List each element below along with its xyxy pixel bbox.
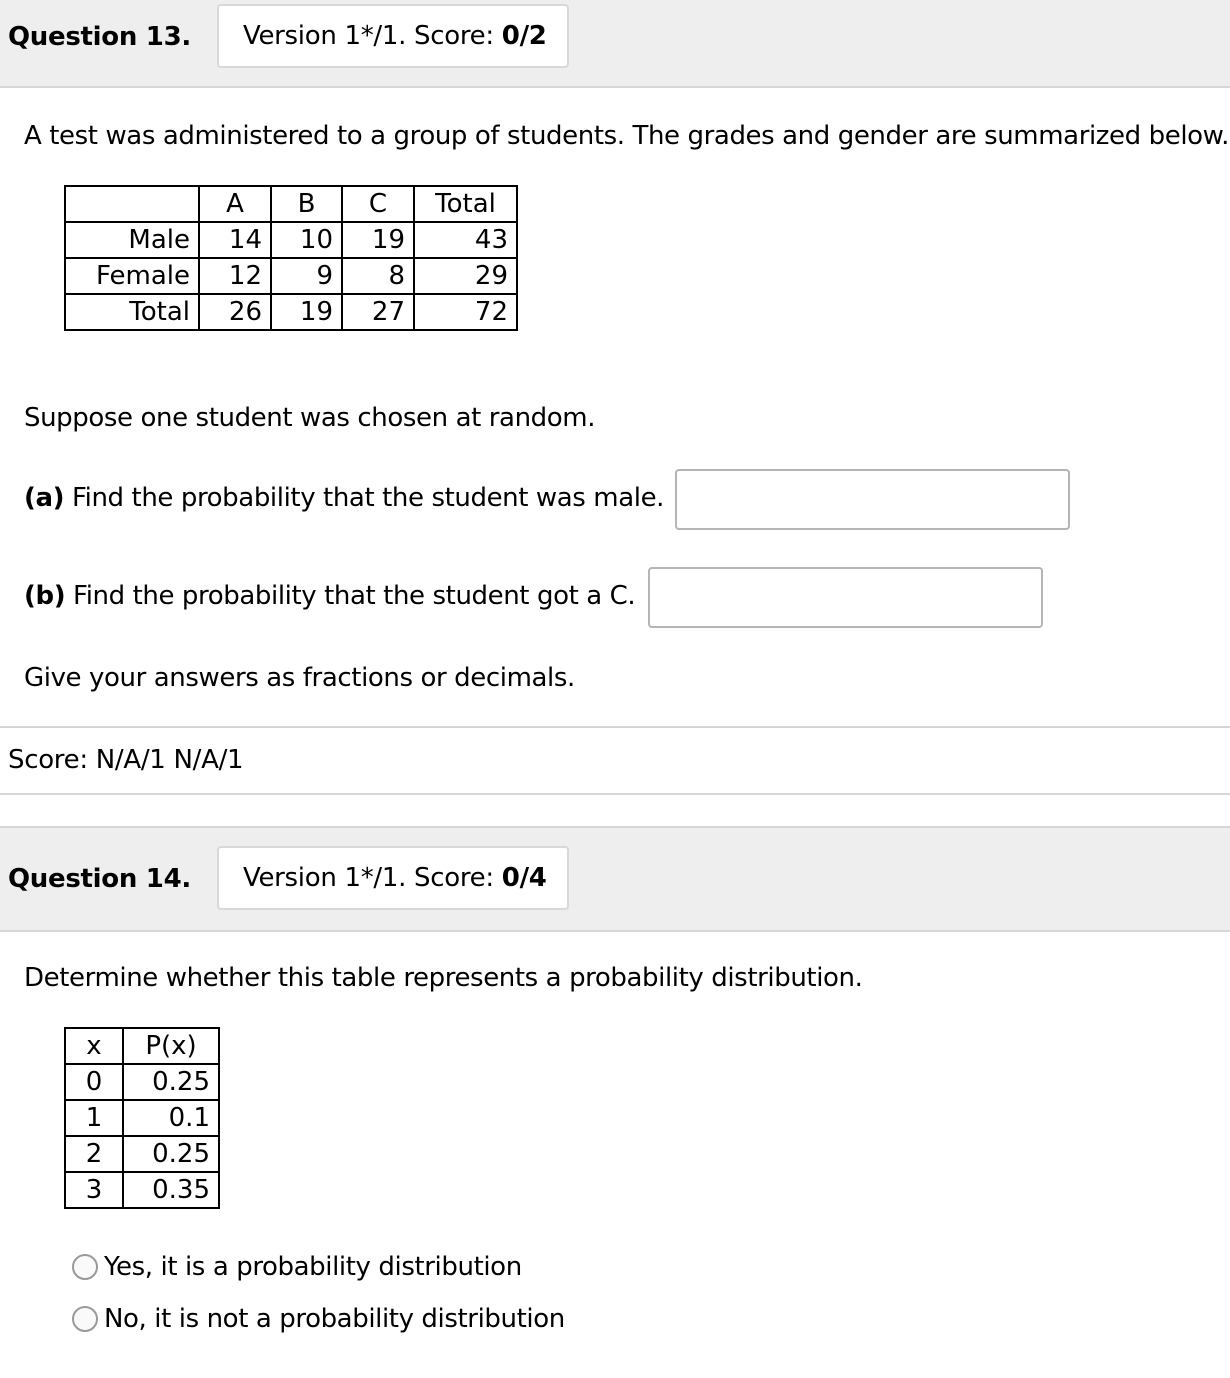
part-a-text: Find the probability that the student was male. — [64, 483, 665, 513]
table-cell: 14 — [199, 222, 271, 258]
table-row-label: Female — [65, 258, 199, 294]
table-row-label: Total — [65, 294, 199, 330]
table-cell: 27 — [342, 294, 414, 330]
table-cell: 9 — [271, 258, 342, 294]
table-cell: 19 — [271, 294, 342, 330]
part-b-label: (b) — [24, 581, 66, 611]
question-13-title: Question 13. — [8, 22, 191, 52]
part-b-answer-input[interactable] — [648, 567, 1043, 628]
table-cell: 0.35 — [123, 1172, 219, 1208]
option-no-label[interactable]: No, it is not a probability distribution — [104, 1304, 565, 1334]
table-header-cell: x — [65, 1028, 123, 1064]
table-cell: 12 — [199, 258, 271, 294]
table-header-cell: P(x) — [123, 1028, 219, 1064]
table-header-cell: A — [199, 186, 271, 222]
table-cell: 43 — [414, 222, 517, 258]
table-cell: 0 — [65, 1064, 123, 1100]
question-13-score: 0/2 — [501, 21, 547, 51]
question-14-version-text: Version 1*/1. Score: — [243, 863, 502, 893]
table-cell: 19 — [342, 222, 414, 258]
table-row — [65, 1064, 219, 1100]
table-header-row — [65, 1028, 219, 1064]
grades-gender-table — [64, 185, 518, 331]
table-cell: 2 — [65, 1136, 123, 1172]
table-cell: 1 — [65, 1100, 123, 1136]
table-row — [65, 294, 517, 330]
table-cell: 8 — [342, 258, 414, 294]
probability-distribution-table — [64, 1027, 220, 1209]
table-row — [65, 1100, 219, 1136]
question-13-score-line: Score: N/A/1 N/A/1 — [8, 745, 244, 775]
table-header-cell: C — [342, 186, 414, 222]
table-cell: 29 — [414, 258, 517, 294]
question-13-version-badge — [217, 4, 569, 68]
table-row — [65, 1136, 219, 1172]
table-cell: 72 — [414, 294, 517, 330]
question-14-header — [0, 826, 1230, 932]
part-b-text: Find the probability that the student got a C. — [65, 581, 636, 611]
answer-format-note: Give your answers as fractions or decimals. — [24, 663, 575, 693]
table-cell: 3 — [65, 1172, 123, 1208]
option-no[interactable] — [72, 1302, 565, 1336]
question-13-intro: A test was administered to a group of students. The grades and gender are summarized below. — [24, 121, 1229, 151]
table-row — [65, 1172, 219, 1208]
option-yes-label[interactable]: Yes, it is a probability distribution — [104, 1252, 522, 1282]
table-header-cell: B — [271, 186, 342, 222]
table-row-label: Male — [65, 222, 199, 258]
table-cell: 0.25 — [123, 1064, 219, 1100]
table-header-row — [65, 186, 517, 222]
question-13-prompt: Suppose one student was chosen at random. — [24, 403, 596, 433]
table-row — [65, 258, 517, 294]
part-b-question — [24, 581, 635, 611]
table-header-cell: Total — [414, 186, 517, 222]
table-cell: 0.1 — [123, 1100, 219, 1136]
question-14-prompt: Determine whether this table represents a probability distribution. — [24, 963, 863, 993]
divider — [0, 726, 1230, 728]
table-cell — [65, 186, 199, 222]
table-cell: 10 — [271, 222, 342, 258]
table-cell: 0.25 — [123, 1136, 219, 1172]
divider — [0, 793, 1230, 795]
option-yes[interactable] — [72, 1250, 522, 1284]
question-13-header — [0, 0, 1230, 88]
part-a-label: (a) — [24, 483, 65, 513]
table-cell: 26 — [199, 294, 271, 330]
question-14-title: Question 14. — [8, 864, 191, 894]
question-14-version-badge — [217, 846, 569, 910]
question-14-score: 0/4 — [501, 863, 547, 893]
table-row — [65, 222, 517, 258]
part-a-answer-input[interactable] — [675, 469, 1070, 530]
part-a-question — [24, 483, 664, 513]
radio-button-yes[interactable] — [72, 1254, 98, 1280]
radio-button-no[interactable] — [72, 1306, 98, 1332]
question-13-version-text: Version 1*/1. Score: — [243, 21, 502, 51]
